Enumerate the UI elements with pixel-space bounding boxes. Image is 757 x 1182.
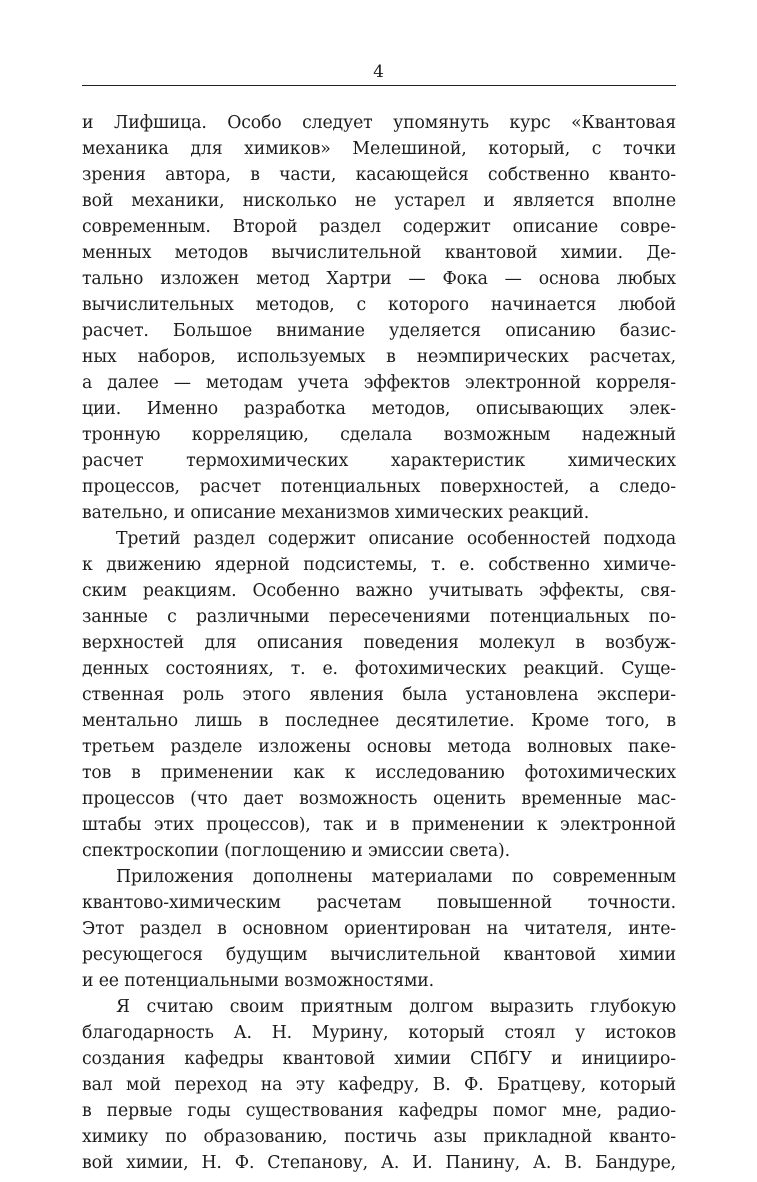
text-line: ским реакциям. Особенно важно учитывать эффекты, свя- bbox=[82, 581, 676, 601]
text-line: создания кафедры квантовой химии СПбГУ и иницииро- bbox=[82, 1049, 676, 1069]
text-line: к движению ядерной подсистемы, т. е. собственно химиче- bbox=[82, 555, 676, 575]
text-line: ментально лишь в последнее десятилетие. Кроме того, в bbox=[82, 711, 676, 731]
text-line: современным. Второй раздел содержит описание совре- bbox=[82, 217, 676, 237]
text-line: в первые годы существования кафедры помог мне, радио- bbox=[82, 1101, 676, 1121]
text-line: верхностей для описания поведения молекул в возбуж- bbox=[82, 633, 676, 653]
text-line: расчет термохимических характеристик химических bbox=[82, 451, 676, 471]
text-line: занные с различными пересечениями потенциальных по- bbox=[82, 607, 676, 627]
text-line: а далее — методам учета эффектов электронной корреля- bbox=[82, 373, 676, 393]
text-line: расчет. Большое внимание уделяется описанию базис- bbox=[82, 321, 676, 341]
text-line: вательно, и описание механизмов химических реакций. bbox=[82, 503, 590, 523]
text-line: благодарность А. Н. Мурину, который стоял у истоков bbox=[82, 1023, 676, 1043]
text-line: менных методов вычислительной квантовой химии. Де- bbox=[82, 243, 676, 263]
text-line: тронную корреляцию, сделала возможным надежный bbox=[82, 425, 676, 445]
text-line: ственная роль этого явления была установлена экспери- bbox=[82, 685, 676, 705]
text-line: спектроскопии (поглощению и эмиссии света). bbox=[82, 841, 510, 861]
paragraph-3 bbox=[82, 864, 676, 994]
body-text bbox=[82, 110, 676, 1176]
text-line: третьем разделе изложены основы метода волновых паке- bbox=[82, 737, 676, 757]
text-line: вычислительных методов, с которого начинается любой bbox=[82, 295, 676, 315]
text-line: процессов, расчет потенциальных поверхностей, а следо- bbox=[82, 477, 676, 497]
text-line: Приложения дополнены материалами по современным bbox=[116, 867, 676, 887]
text-line: и Лифшица. Особо следует упомянуть курс «Квантовая bbox=[82, 113, 676, 133]
text-line: Я считаю своим приятным долгом выразить глубокую bbox=[116, 997, 676, 1017]
text-line: ресующегося будущим вычислительной квантовой химии bbox=[82, 945, 676, 965]
text-line: ных наборов, используемых в неэмпирических расчетах, bbox=[82, 347, 676, 367]
text-line: тально изложен метод Хартри — Фока — основа любых bbox=[82, 269, 676, 289]
text-line: денных состояниях, т. е. фотохимических реакций. Суще- bbox=[82, 659, 676, 679]
header-rule bbox=[82, 85, 676, 86]
paragraph-4 bbox=[82, 994, 676, 1176]
text-line: Этот раздел в основном ориентирован на читателя, инте- bbox=[82, 919, 676, 939]
paragraph-2 bbox=[82, 526, 676, 864]
text-line: вой механики, нисколько не устарел и является вполне bbox=[82, 191, 676, 211]
text-line: ции. Именно разработка методов, описывающих элек- bbox=[82, 399, 676, 419]
text-line: Третий раздел содержит описание особенностей подхода bbox=[116, 529, 676, 549]
text-line: вой химии, Н. Ф. Степанову, А. И. Панину, А. В. Бандуре, bbox=[82, 1153, 676, 1173]
text-line: квантово-химическим расчетам повышенной точности. bbox=[82, 893, 676, 913]
text-line: штабы этих процессов), так и в применении к электронной bbox=[82, 815, 676, 835]
page-number: 4 bbox=[373, 62, 384, 82]
text-line: процессов (что дает возможность оценить временные мас- bbox=[82, 789, 676, 809]
text-line: тов в применении как к исследованию фотохимических bbox=[82, 763, 676, 783]
text-line: и ее потенциальными возможностями. bbox=[82, 971, 434, 991]
text-line: механика для химиков» Мелешиной, который, с точки bbox=[82, 139, 676, 159]
text-line: химику по образованию, постичь азы прикладной кванто- bbox=[82, 1127, 676, 1147]
text-line: зрения автора, в части, касающейся собственно кванто- bbox=[82, 165, 676, 185]
text-line: вал мой переход на эту кафедру, В. Ф. Братцеву, который bbox=[82, 1075, 676, 1095]
paragraph-1 bbox=[82, 110, 676, 526]
